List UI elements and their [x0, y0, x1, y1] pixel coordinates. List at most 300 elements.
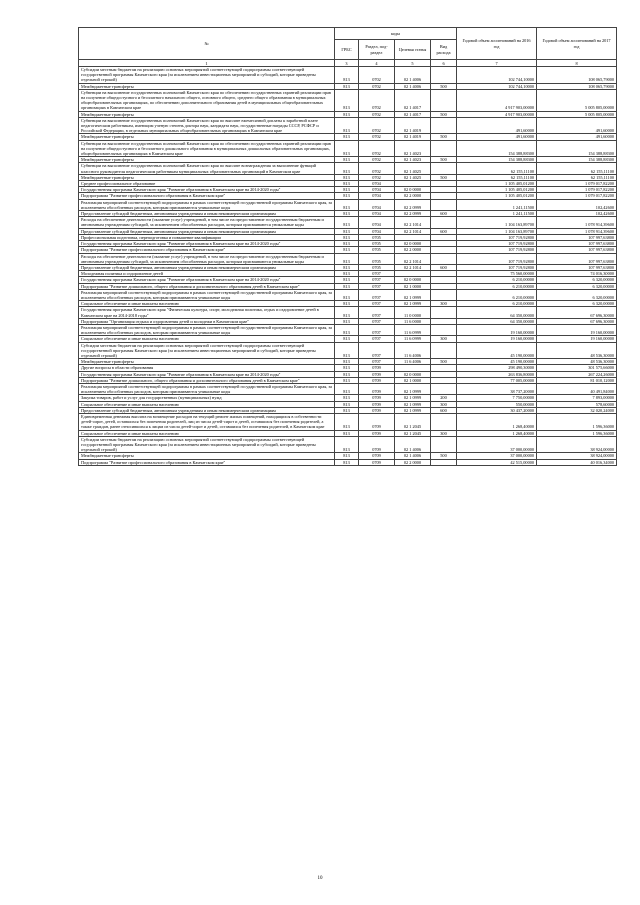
row-amount-2016: 30 437,20000: [457, 407, 537, 413]
row-description: Межбюджетные трансферты: [79, 453, 335, 459]
row-expense-type: [431, 89, 457, 111]
row-amount-2016: 38 737,20000: [457, 383, 537, 394]
row-grbs: 813: [335, 181, 359, 187]
row-grbs: 813: [335, 140, 359, 157]
row-razdel: 0702: [359, 157, 395, 163]
row-target-article: 02 2 0999: [395, 199, 431, 210]
row-amount-2017: 19 160,00000: [537, 324, 617, 335]
row-target-article: 02 1 4006: [395, 67, 431, 84]
row-target-article: 02 1 4025: [395, 174, 431, 180]
row-amount-2017: 48 536,30000: [537, 359, 617, 365]
row-description: Предоставление субсидий бюджетным, автономным учреждениям и иным некоммерческим организациям: [79, 228, 335, 234]
row-expense-type: [431, 199, 457, 210]
row-amount-2016: 1 268,40000: [457, 413, 537, 430]
header-target: Целевая статья: [395, 40, 431, 60]
row-razdel: 0702: [359, 67, 395, 84]
table-row: [79, 307, 617, 318]
row-target-article: 02 1 2045: [395, 413, 431, 430]
row-grbs: 813: [335, 413, 359, 430]
row-description: Профессиональная подготовка, переподготовка и повышение квалификации: [79, 234, 335, 240]
row-amount-2017: 67 696,30000: [537, 307, 617, 318]
row-grbs: 813: [335, 336, 359, 342]
row-amount-2016: 45 190,00000: [457, 359, 537, 365]
row-amount-2017: 1 079 017,82200: [537, 193, 617, 199]
row-grbs: 813: [335, 459, 359, 465]
row-amount-2017: 1 596,36000: [537, 413, 617, 430]
row-description: Закупка товаров, работ и услуг для государственных (муниципальных) нужд: [79, 395, 335, 401]
row-amount-2017: 491,60000: [537, 117, 617, 134]
row-grbs: 813: [335, 283, 359, 289]
row-expense-type: 500: [431, 134, 457, 140]
table-row: [79, 163, 617, 174]
row-grbs: 813: [335, 271, 359, 277]
table-row: [79, 289, 617, 300]
row-target-article: 02 2 1014: [395, 217, 431, 228]
row-description: Межбюджетные трансферты: [79, 359, 335, 365]
row-description: Субсидии местным бюджетам на реализацию основных мероприятий соответствующей подпрограммы соответствующей государственной программы Камчатского края (за исключением инвестиционных мероприятий и субсидий, которые приведены отдельной строкой): [79, 436, 335, 453]
row-description: Социальное обеспечение и иные выплаты населению: [79, 336, 335, 342]
row-grbs: 813: [335, 241, 359, 247]
table-row: [79, 253, 617, 264]
row-target-article: 02 1 0999: [395, 301, 431, 307]
row-description: Подпрограмма "Развитие профессионального образования в Камчатском крае": [79, 459, 335, 465]
budget-table-sheet: [78, 27, 616, 466]
row-description: Реализация мероприятий соответствующей подпрограммы в рамках соответствующей государственной программы Камчатского края, за исключением обособленных расходов, которым присваиваются уникальные коды: [79, 383, 335, 394]
row-target-article: 02 1 4017: [395, 89, 431, 111]
row-razdel: 0707: [359, 289, 395, 300]
row-amount-2016: 7 750,00000: [457, 395, 537, 401]
row-amount-2017: 5 005 805,00000: [537, 89, 617, 111]
row-expense-type: 300: [431, 301, 457, 307]
row-amount-2017: 81 010,12000: [537, 377, 617, 383]
row-description: Межбюджетные трансферты: [79, 111, 335, 117]
row-amount-2016: 1 105 405,01200: [457, 187, 537, 193]
header-col-number: №: [79, 28, 335, 60]
row-expense-type: 600: [431, 264, 457, 270]
row-razdel: 0704: [359, 193, 395, 199]
row-amount-2016: 1 241,11500: [457, 199, 537, 210]
row-razdel: 0702: [359, 140, 395, 157]
row-amount-2017: 48 536,30000: [537, 342, 617, 359]
row-description: Предоставление субсидий бюджетным, автономным учреждениям и иным некоммерческим организациям: [79, 211, 335, 217]
row-description: Субвенции на выполнение государственных полномочий Камчатского края по выплате ежемесячной доплаты к заработной плате педагогическим работникам, имеющим ученую степень доктора наук, кандидата наук, государственные награды СССР, РСФСР и Российской Федерации, в отдельных муниципальных общеобразовательных организациях в Камчатском крае: [79, 117, 335, 134]
row-amount-2016: 107 719,92800: [457, 234, 537, 240]
row-razdel: 0709: [359, 377, 395, 383]
row-razdel: 0702: [359, 134, 395, 140]
header-codes-group: коды: [335, 28, 457, 40]
row-grbs: 813: [335, 234, 359, 240]
row-grbs: 813: [335, 430, 359, 436]
table-row: [79, 342, 617, 359]
row-target-article: 02 2 0000: [395, 247, 431, 253]
row-target-article: 02 1 4006: [395, 436, 431, 453]
row-grbs: 813: [335, 217, 359, 228]
row-amount-2017: 1 078 914,39600: [537, 228, 617, 234]
row-amount-2017: 6 320,00000: [537, 277, 617, 283]
row-amount-2016: 107 719,92800: [457, 264, 537, 270]
row-target-article: 02 1 4006: [395, 453, 431, 459]
row-expense-type: [431, 459, 457, 465]
col-number-label: 3: [335, 60, 359, 67]
row-amount-2017: 491,60000: [537, 134, 617, 140]
row-grbs: 813: [335, 117, 359, 134]
row-amount-2016: 1 105 405,01200: [457, 193, 537, 199]
row-expense-type: 300: [431, 336, 457, 342]
row-description: Межбюджетные трансферты: [79, 174, 335, 180]
row-amount-2017: 62 155,11100: [537, 174, 617, 180]
row-description: Субвенции на выполнение государственных полномочий Камчатского края по выплате вознаграждения за выполнение функций классного руководителя педагогическим работникам муниципальных образовательных организаций в Камчатском крае: [79, 163, 335, 174]
row-grbs: 813: [335, 199, 359, 210]
row-expense-type: [431, 413, 457, 430]
header-year-2016: Годовой объем ассигнований на 2016 год: [457, 28, 537, 60]
row-grbs: 813: [335, 383, 359, 394]
row-amount-2017: 5 005 805,00000: [537, 111, 617, 117]
col-number-label: 4: [359, 60, 395, 67]
row-description: Межбюджетные трансферты: [79, 134, 335, 140]
row-amount-2017: 1 079 017,82200: [537, 187, 617, 193]
row-amount-2016: 6 210,00000: [457, 283, 537, 289]
col-number-label: 7: [457, 60, 537, 67]
row-razdel: 0705: [359, 241, 395, 247]
table-row: [79, 89, 617, 111]
row-amount-2016: 75 560,00000: [457, 271, 537, 277]
row-amount-2017: 6 320,00000: [537, 283, 617, 289]
row-description: Единовременная денежная выплата на возмещение расходов на текущий ремонт жилых помещений, находящихся в собственности детей-сирот, детей, оставшихся без попечения родителей, лиц из числа детей-сирот и детей, оставшихся без попечения родителей, а также граждан, ранее относившихся к лицам из числа детей-сирот и детей, оставшихся без попечения родителей, в Камчатском крае: [79, 413, 335, 430]
row-amount-2017: 6 320,00000: [537, 289, 617, 300]
row-expense-type: 600: [431, 407, 457, 413]
row-grbs: 813: [335, 359, 359, 365]
row-amount-2017: 108 065,79000: [537, 83, 617, 89]
row-target-article: 02 2 1014: [395, 253, 431, 264]
row-grbs: 813: [335, 318, 359, 324]
header-number-row: [79, 60, 617, 67]
table-row: [79, 436, 617, 453]
row-target-article: 02 1 4023: [395, 140, 431, 157]
row-razdel: 0707: [359, 307, 395, 318]
row-target-article: 11 0 0000: [395, 307, 431, 318]
row-description: Государственная программа Камчатского края "Развитие образования в Камчатском крае на 2014-2020 годы": [79, 371, 335, 377]
row-description: Предоставление субсидий бюджетным, автономным учреждениям и иным некоммерческим организациям: [79, 264, 335, 270]
row-razdel: 0705: [359, 264, 395, 270]
row-description: Межбюджетные трансферты: [79, 83, 335, 89]
row-grbs: 813: [335, 211, 359, 217]
row-amount-2017: 1 596,36000: [537, 430, 617, 436]
row-description: Субсидии местным бюджетам на реализацию основных мероприятий соответствующей подпрограммы соответствующей государственной программы Камчатского края (за исключением инвестиционных мероприятий и субсидий, которые приведены отдельной строкой): [79, 67, 335, 84]
row-expense-type: [431, 67, 457, 84]
row-amount-2016: 19 160,00000: [457, 336, 537, 342]
row-amount-2017: 1 079 017,82200: [537, 181, 617, 187]
row-expense-type: [431, 117, 457, 134]
row-expense-type: [431, 289, 457, 300]
row-amount-2016: 491,60000: [457, 117, 537, 134]
row-grbs: 813: [335, 89, 359, 111]
row-amount-2017: 108 065,79000: [537, 67, 617, 84]
row-amount-2017: 19 160,00000: [537, 336, 617, 342]
row-razdel: 0707: [359, 342, 395, 359]
row-target-article: 02 2 0000: [395, 193, 431, 199]
row-description: Другие вопросы в области образования: [79, 365, 335, 371]
row-description: Социальное обеспечение и иные выплаты населению: [79, 301, 335, 307]
row-expense-type: [431, 436, 457, 453]
budget-table: [78, 27, 617, 466]
row-razdel: 0702: [359, 174, 395, 180]
row-expense-type: 500: [431, 111, 457, 117]
row-amount-2017: 74 016,30000: [537, 271, 617, 277]
row-amount-2017: 107 997,63800: [537, 253, 617, 264]
row-amount-2017: 67 696,30000: [537, 318, 617, 324]
row-grbs: 813: [335, 134, 359, 140]
row-target-article: 11 6 0000: [395, 318, 431, 324]
row-amount-2016: 64 350,00000: [457, 318, 537, 324]
row-grbs: 813: [335, 174, 359, 180]
row-razdel: 0709: [359, 401, 395, 407]
row-target-article: 02 1 0999: [395, 395, 431, 401]
row-target-article: 11 6 0999: [395, 336, 431, 342]
row-description: Расходы на обеспечение деятельности (оказание услуг) учреждений, в том числе на предоставление государственным бюджетным и автономным учреждениям субсидий, за исключением обособленных расходов, которым присваиваются уникальные коды: [79, 253, 335, 264]
row-target-article: 02 1 0999: [395, 407, 431, 413]
row-amount-2016: 298 490,30000: [457, 365, 537, 371]
row-target-article: 02 1 4017: [395, 111, 431, 117]
row-razdel: 0709: [359, 383, 395, 394]
col-number-label: 8: [537, 60, 617, 67]
row-description: Реализация мероприятий соответствующей подпрограммы в рамках соответствующей государственной программы Камчатского края, за исключением обособленных расходов, которым присваиваются уникальные коды: [79, 199, 335, 210]
row-target-article: 02 2 0999: [395, 211, 431, 217]
row-razdel: 0707: [359, 336, 395, 342]
row-grbs: 813: [335, 407, 359, 413]
row-amount-2016: 42 515,00000: [457, 459, 537, 465]
row-razdel: 0704: [359, 181, 395, 187]
row-amount-2016: 107 719,92800: [457, 241, 537, 247]
row-amount-2017: 6 320,00000: [537, 301, 617, 307]
row-razdel: 0709: [359, 430, 395, 436]
row-razdel: 0707: [359, 271, 395, 277]
row-amount-2017: 102,42600: [537, 211, 617, 217]
row-razdel: 0704: [359, 199, 395, 210]
table-row: [79, 413, 617, 430]
row-amount-2016: 107 719,92800: [457, 253, 537, 264]
row-razdel: 0707: [359, 277, 395, 283]
row-target-article: 02 1 0999: [395, 383, 431, 394]
row-grbs: 813: [335, 264, 359, 270]
row-grbs: 813: [335, 111, 359, 117]
row-expense-type: [431, 342, 457, 359]
row-expense-type: [431, 307, 457, 318]
row-target-article: 02 1 4019: [395, 134, 431, 140]
col-number-label: 1: [79, 60, 335, 67]
row-expense-type: 500: [431, 453, 457, 459]
row-grbs: 813: [335, 371, 359, 377]
row-description: Государственная программа Камчатского края "Развитие образования в Камчатском крае на 2014-2020 годы": [79, 187, 335, 193]
table-row: [79, 324, 617, 335]
col-number-label: 6: [431, 60, 457, 67]
row-amount-2016: 6 210,00000: [457, 277, 537, 283]
row-amount-2016: 1 268,40000: [457, 430, 537, 436]
row-target-article: 02 2 0000: [395, 459, 431, 465]
row-grbs: 813: [335, 307, 359, 318]
row-expense-type: [431, 324, 457, 335]
row-razdel: 0709: [359, 407, 395, 413]
row-description: Субвенции на выполнение государственных полномочий Камчатского края по обеспечению государственных гарантий реализации прав на получение общедоступного и бесплатного начального общего, основного общего, среднего общего образования в муниципальных общеобразовательных организациях, по обеспечению дополнительного образования детей в муниципальных общеобразовательных организациях в Камчатском крае: [79, 89, 335, 111]
row-amount-2017: 7 893,00000: [537, 395, 617, 401]
row-target-article: 02 0 0000: [395, 241, 431, 247]
row-amount-2016: 19 160,00000: [457, 324, 537, 335]
row-target-article: 02 1 4006: [395, 83, 431, 89]
row-razdel: 0702: [359, 163, 395, 174]
row-amount-2017: 40 016,34000: [537, 459, 617, 465]
row-amount-2016: 37 000,00000: [457, 436, 537, 453]
row-amount-2016: 62 155,11100: [457, 163, 537, 174]
row-razdel: 0709: [359, 436, 395, 453]
row-grbs: 813: [335, 163, 359, 174]
row-amount-2016: 62 155,11100: [457, 174, 537, 180]
row-grbs: 813: [335, 401, 359, 407]
row-amount-2016: 45 190,00000: [457, 342, 537, 359]
row-target-article: 02 2 1014: [395, 264, 431, 270]
row-razdel: 0702: [359, 117, 395, 134]
row-amount-2017: 62 155,11100: [537, 163, 617, 174]
row-amount-2016: 1 241,11500: [457, 211, 537, 217]
header-grbs: ГРБС: [335, 40, 359, 60]
row-razdel: 0702: [359, 89, 395, 111]
row-amount-2016: 107 719,92800: [457, 247, 537, 253]
row-amount-2016: 37 000,00000: [457, 453, 537, 459]
row-amount-2016: 64 350,00000: [457, 307, 537, 318]
row-target-article: 02 0 0000: [395, 187, 431, 193]
row-grbs: 813: [335, 395, 359, 401]
row-razdel: 0705: [359, 253, 395, 264]
row-amount-2016: 1 104 163,89700: [457, 228, 537, 234]
row-description: Подпрограмма "Развитие профессионального образования в Камчатском крае": [79, 247, 335, 253]
row-grbs: 813: [335, 193, 359, 199]
row-amount-2016: 4 917 903,00000: [457, 111, 537, 117]
row-grbs: 813: [335, 289, 359, 300]
row-target-article: 02 1 0000: [395, 377, 431, 383]
row-target-article: 02 1 0000: [395, 283, 431, 289]
table-row: [79, 199, 617, 210]
row-description: Реализация мероприятий соответствующей подпрограммы в рамках соответствующей государственной программы Камчатского края, за исключением обособленных расходов, которым присваиваются уникальные коды: [79, 289, 335, 300]
row-amount-2017: 40 491,84000: [537, 383, 617, 394]
row-target-article: 02 1 2045: [395, 430, 431, 436]
row-amount-2017: 267 224,26000: [537, 371, 617, 377]
row-amount-2017: 107 997,63800: [537, 264, 617, 270]
row-target-article: 02 0 0000: [395, 371, 431, 377]
row-description: Государственная программа Камчатского края "Физическая культура, спорт, молодежная политика, отдых и оздоровление детей в Камчатском крае на 2014-2018 годы": [79, 307, 335, 318]
row-expense-type: 600: [431, 211, 457, 217]
row-razdel: 0702: [359, 83, 395, 89]
table-body: [79, 67, 617, 466]
row-amount-2016: 550,00000: [457, 401, 537, 407]
row-grbs: 813: [335, 324, 359, 335]
row-amount-2017: 107 997,63800: [537, 247, 617, 253]
row-description: Социальное обеспечение и иные выплаты населению: [79, 401, 335, 407]
page-number: 10: [317, 876, 323, 881]
row-target-article: 02 0 0000: [395, 277, 431, 283]
row-expense-type: 500: [431, 174, 457, 180]
row-description: Субвенции на выполнение государственных полномочий Камчатского края по обеспечению государственных гарантий реализации прав на получение общедоступного и бесплатного дошкольного образования в муниципальных дошкольных образовательных организациях, общеобразовательных организациях в Камчатском крае: [79, 140, 335, 157]
table-row: [79, 117, 617, 134]
row-razdel: 0709: [359, 413, 395, 430]
row-amount-2016: 491,60000: [457, 134, 537, 140]
row-razdel: 0704: [359, 217, 395, 228]
row-amount-2017: 1 078 914,39600: [537, 217, 617, 228]
row-expense-type: 300: [431, 401, 457, 407]
row-razdel: 0709: [359, 365, 395, 371]
row-razdel: 0709: [359, 453, 395, 459]
row-grbs: 813: [335, 228, 359, 234]
row-target-article: 11 6 4006: [395, 359, 431, 365]
row-target-article: 02 1 0999: [395, 289, 431, 300]
row-description: Подпрограмма "Организация отдыха и оздоровления детей и молодежи в Камчатском крае": [79, 318, 335, 324]
row-grbs: 813: [335, 187, 359, 193]
row-amount-2017: 107 997,63800: [537, 241, 617, 247]
row-amount-2016: 263 836,80000: [457, 371, 537, 377]
row-target-article: 02 1 4023: [395, 157, 431, 163]
row-amount-2017: 32 020,24000: [537, 407, 617, 413]
row-expense-type: 500: [431, 83, 457, 89]
row-description: Реализация мероприятий соответствующей подпрограммы в рамках соответствующей государственной программы Камчатского края, за исключением обособленных расходов, которым присваиваются уникальные коды: [79, 324, 335, 335]
row-description: Расходы на обеспечение деятельности (оказание услуг) учреждений, в том числе на предоставление государственным бюджетным и автономным учреждениям субсидий, за исключением обособленных расходов, которым присваиваются уникальные коды: [79, 217, 335, 228]
row-description: Среднее профессиональное образование: [79, 181, 335, 187]
row-razdel: 0709: [359, 395, 395, 401]
row-expense-type: [431, 140, 457, 157]
row-description: Молодежная политика и оздоровление детей: [79, 271, 335, 277]
header-vid: Вид расхода: [431, 40, 457, 60]
row-target-article: 02 1 0999: [395, 401, 431, 407]
row-amount-2017: 107 997,63800: [537, 234, 617, 240]
row-razdel: 0707: [359, 318, 395, 324]
row-description: Подпрограмма "Развитие дошкольного, общего образования и дополнительного образования детей в Камчатском крае": [79, 283, 335, 289]
row-razdel: 0704: [359, 211, 395, 217]
row-razdel: 0707: [359, 324, 395, 335]
row-expense-type: 600: [431, 228, 457, 234]
row-expense-type: 500: [431, 359, 457, 365]
row-grbs: 813: [335, 253, 359, 264]
row-description: Подпрограмма "Развитие дошкольного, общего образования и дополнительного образования детей в Камчатском крае": [79, 377, 335, 383]
row-grbs: 813: [335, 342, 359, 359]
row-amount-2016: 6 210,00000: [457, 301, 537, 307]
row-razdel: 0707: [359, 301, 395, 307]
row-target-article: 02 1 4019: [395, 117, 431, 134]
row-target-article: 02 2 1014: [395, 228, 431, 234]
row-expense-type: [431, 253, 457, 264]
row-grbs: 813: [335, 247, 359, 253]
row-description: Подпрограмма "Развитие профессионального образования в Камчатском крае": [79, 193, 335, 199]
header-year-2017: Годовой объем ассигнований на 2017 год: [537, 28, 617, 60]
row-amount-2017: 301 575,66000: [537, 365, 617, 371]
row-grbs: 813: [335, 453, 359, 459]
row-amount-2016: 154 388,88300: [457, 140, 537, 157]
table-row: [79, 217, 617, 228]
row-amount-2016: 77 005,00000: [457, 377, 537, 383]
table-row: [79, 459, 617, 465]
row-razdel: 0702: [359, 111, 395, 117]
row-razdel: 0704: [359, 187, 395, 193]
row-expense-type: [431, 383, 457, 394]
row-grbs: 813: [335, 83, 359, 89]
row-razdel: 0705: [359, 234, 395, 240]
row-grbs: 813: [335, 365, 359, 371]
row-amount-2016: 1 105 405,01200: [457, 181, 537, 187]
row-description: Социальное обеспечение и иные выплаты населению: [79, 430, 335, 436]
row-amount-2016: 4 917 903,00000: [457, 89, 537, 111]
row-description: Государственная программа Камчатского края "Развитие образования в Камчатском крае на 2014-2020 годы": [79, 277, 335, 283]
row-razdel: 0709: [359, 459, 395, 465]
row-description: Субсидии местным бюджетам на реализацию основных мероприятий соответствующей подпрограммы соответствующей государственной программы Камчатского края (за исключением инвестиционных мероприятий и субсидий, которые приведены отдельной строкой): [79, 342, 335, 359]
row-expense-type: [431, 217, 457, 228]
row-target-article: 11 6 4006: [395, 342, 431, 359]
row-amount-2017: 102,42600: [537, 199, 617, 210]
header-razdel: Раздел, под-раздел: [359, 40, 395, 60]
